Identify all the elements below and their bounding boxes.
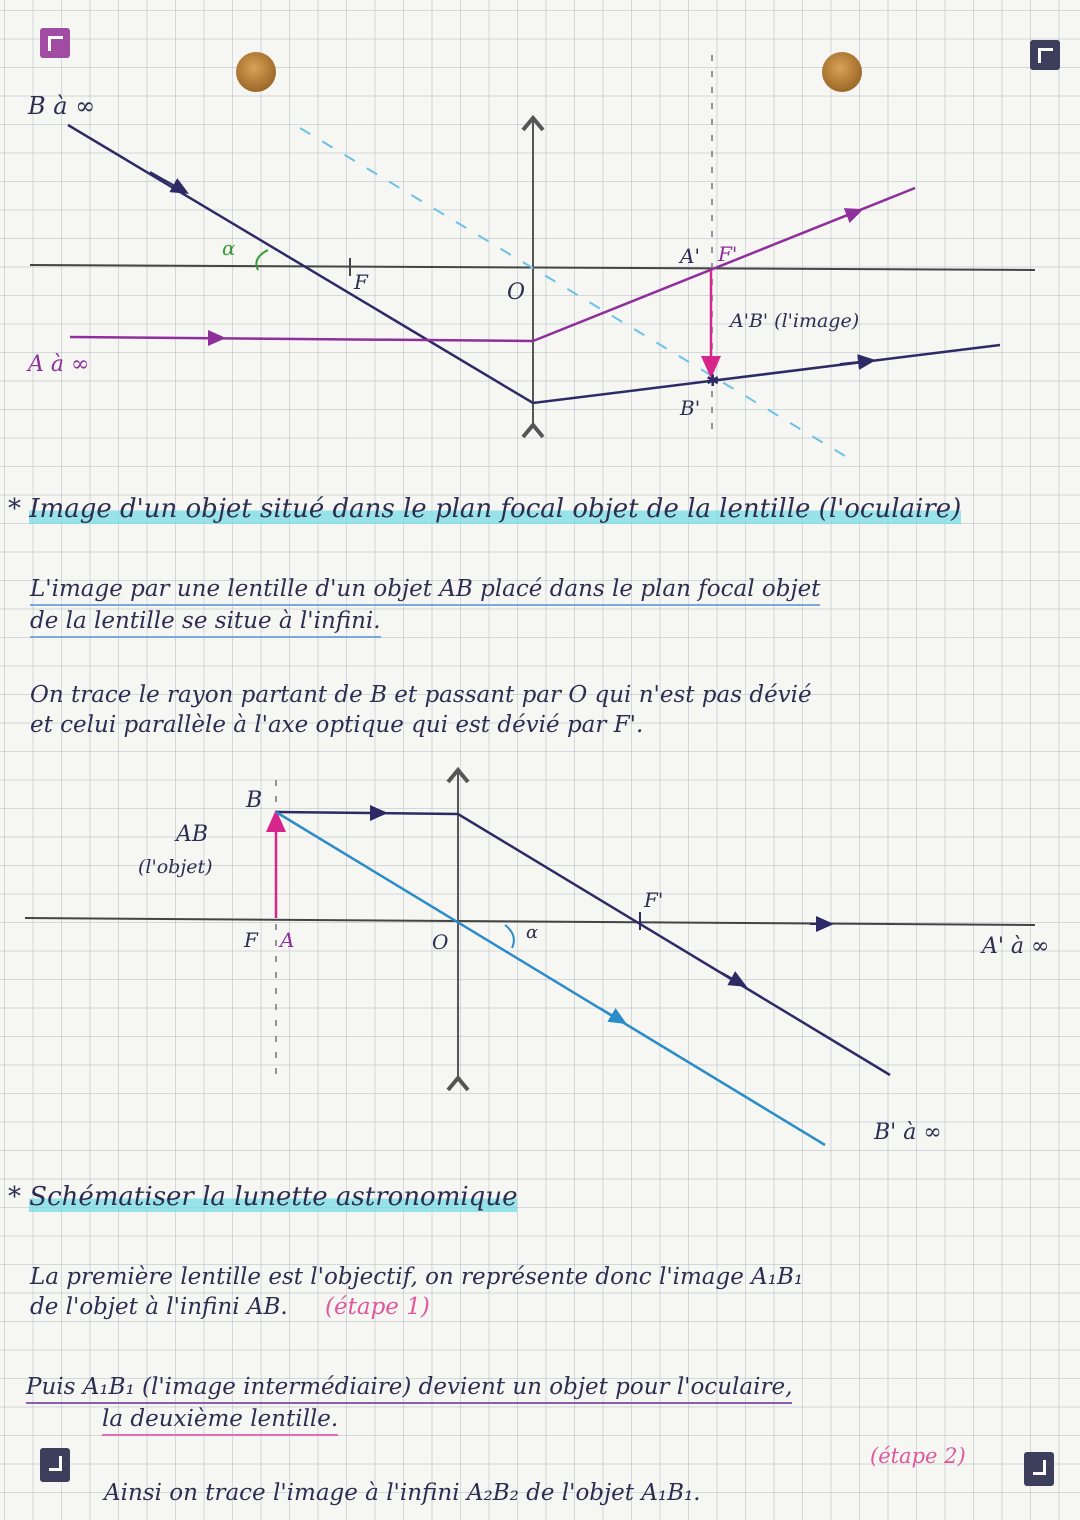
section-2-title: Schématiser la lunette astronomique	[29, 1182, 518, 1212]
label-a-infinity: A à ∞	[28, 352, 90, 377]
label-f-1: F	[354, 270, 368, 294]
ray-arrow-7	[600, 1008, 620, 1020]
label-b-2: B	[246, 788, 263, 813]
label-alpha-2: α	[526, 922, 539, 943]
label-ab: AB	[176, 822, 209, 847]
step-2-label: (étape 2)	[870, 1444, 966, 1468]
section-2-heading	[8, 1182, 517, 1212]
label-b-infinity: B à ∞	[28, 92, 96, 120]
label-o-2: O	[432, 930, 449, 954]
label-f-prime-1: F'	[718, 242, 738, 266]
label-objet: (l'objet)	[138, 856, 213, 878]
label-b-prime-infinity: B' à ∞	[874, 1120, 942, 1145]
b-prime-cross: ✱	[706, 371, 720, 390]
label-alpha-1: α	[222, 236, 236, 260]
paragraph-1-line-2: de la lentille se situe à l'infini.	[30, 606, 381, 638]
ray-through-center	[276, 812, 825, 1145]
label-b-prime-1: B'	[680, 396, 701, 420]
alpha-angle-arc-2	[505, 925, 514, 948]
paragraph-3-line-2: de l'objet à l'infini AB.	[30, 1294, 288, 1320]
paragraph-2-line-1: On trace le rayon partant de B et passant par O qui n'est pas dévié	[30, 682, 812, 708]
paragraph-3-line-1: La première lentille est l'objectif, on représente donc l'image A₁B₁	[30, 1264, 804, 1290]
paragraph-4	[26, 1372, 792, 1436]
bullet-1: *	[8, 494, 21, 524]
ray-parallel-2	[276, 812, 890, 1075]
ray-arrow-6	[722, 973, 740, 983]
step-1-label: (étape 1)	[325, 1294, 430, 1320]
paragraph-1-line-1: L'image par une lentille d'un objet AB placé dans le plan focal objet	[30, 574, 820, 606]
paragraph-5: Ainsi on trace l'image à l'infini A₂B₂ de l'objet A₁B₁.	[104, 1480, 701, 1506]
paragraph-2-line-2: et celui parallèle à l'axe optique qui est dévié par F'.	[30, 712, 644, 738]
bottom-left-page-icon	[40, 1448, 70, 1482]
label-a-2: A	[280, 928, 295, 952]
label-f-2: F	[244, 928, 258, 952]
label-image-a-prime-b-prime: A'B' (l'image)	[730, 310, 860, 332]
section-1-title: Image d'un objet situé dans le plan focal objet de la lentille (l'oculaire)	[29, 494, 962, 524]
bottom-right-page-icon	[1024, 1452, 1054, 1486]
label-a-prime-infinity: A' à ∞	[982, 934, 1050, 959]
label-f-prime-2: F'	[644, 888, 664, 912]
paragraph-3	[30, 1262, 803, 1322]
label-a-prime: A'	[680, 244, 700, 268]
bullet-2: *	[8, 1182, 21, 1212]
label-o-1: O	[507, 280, 526, 305]
paragraph-4-line-1: Puis A₁B₁ (l'image intermédiaire) devient un objet pour l'oculaire,	[26, 1372, 792, 1404]
paragraph-4-line-2: la deuxième lentille.	[102, 1404, 338, 1436]
